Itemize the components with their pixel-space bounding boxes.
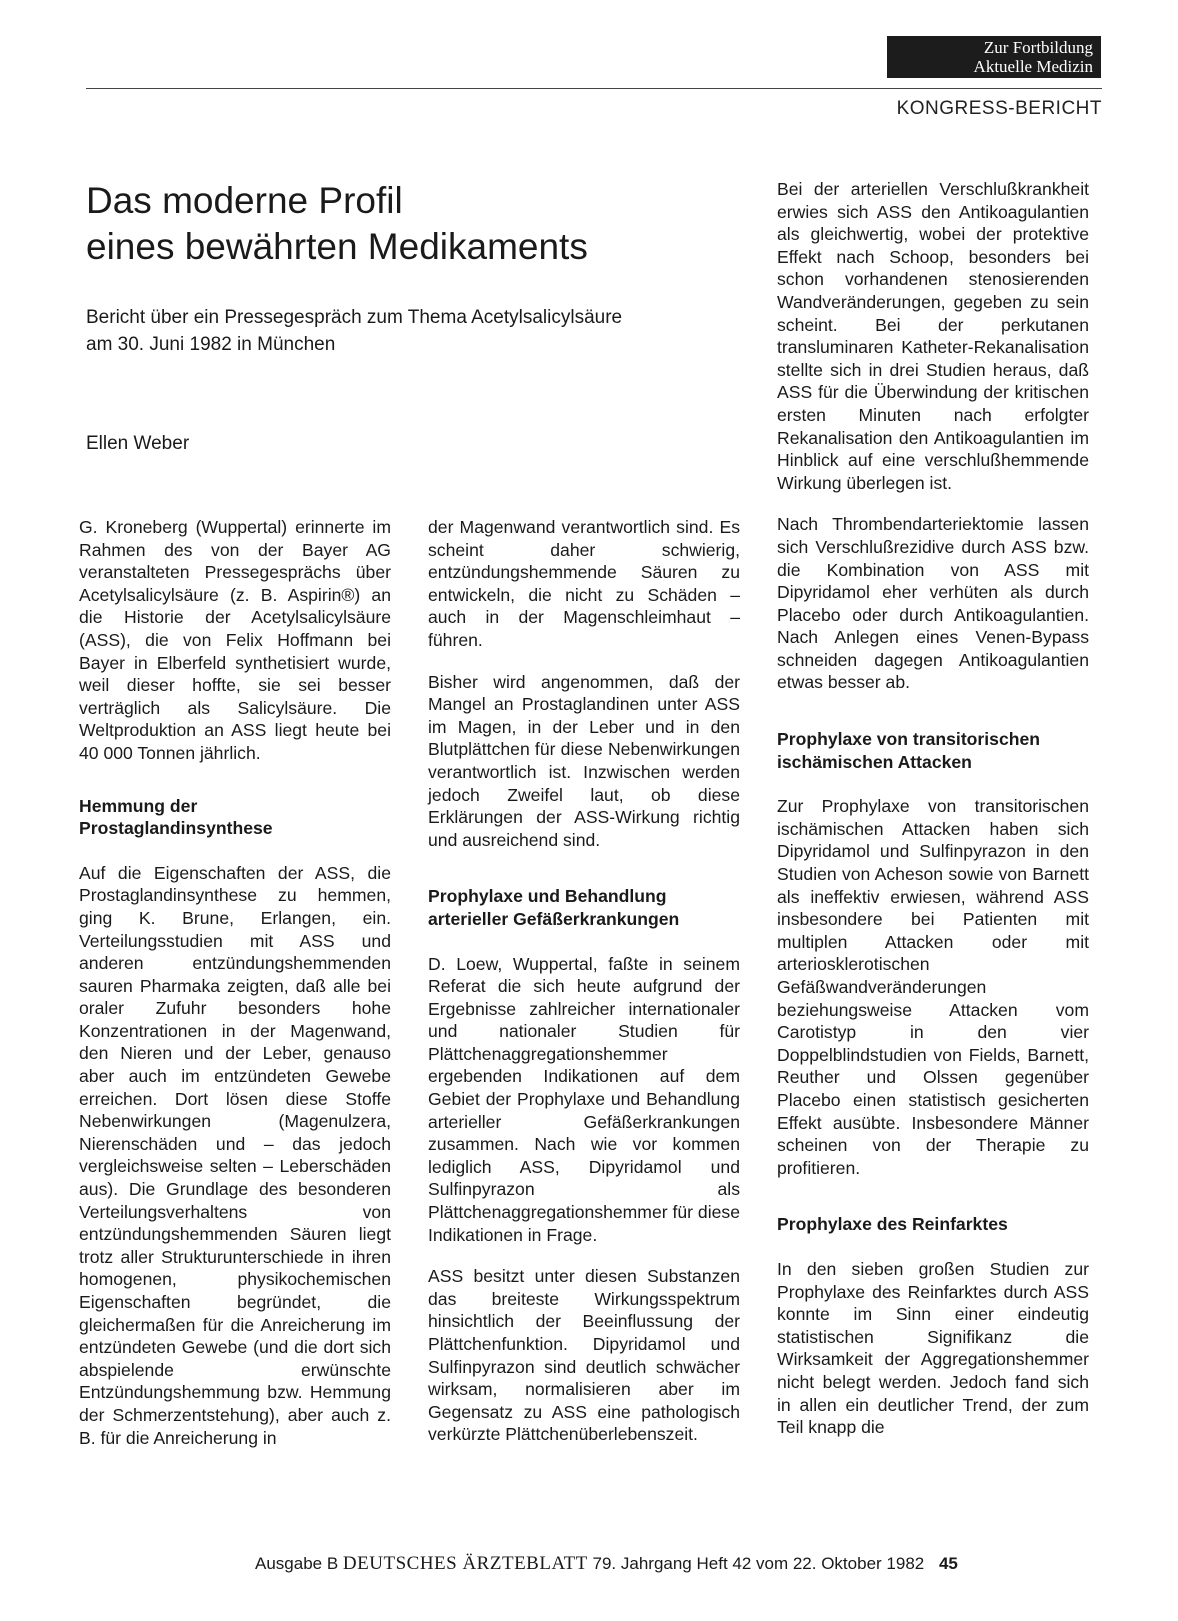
column-right [777, 178, 1089, 1458]
subtitle-line-1: Bericht über ein Pressegespräch zum Thema Acetylsalicylsäure [86, 307, 623, 328]
section-heading: Hemmung der Prostaglandinsynthese [79, 795, 273, 839]
footer-edition: Ausgabe B [255, 1554, 339, 1573]
article-subtitle [86, 304, 746, 358]
title-line-1: Das moderne Profil [86, 180, 403, 221]
section-heading: Prophylaxe von transitorischen ischämischen Attacken [777, 729, 1041, 772]
column-middle [428, 516, 740, 1465]
page-footer [255, 1553, 958, 1575]
paragraph: G. Kroneberg (Wuppertal) erinnerte im Rahmen des von der Bayer AG veranstalteten Pressegesprächs über Acetylsalicylsäure (z. B. Aspirin®) an die Historie der Acetylsalicylsäure (ASS), die von Felix Hoffmann bei Bayer in Elberfeld synthetisiert wurde, weil dieser hoffte, sie sei besser verträglich als Salicylsäure. Die Weltproduktion an ASS liegt heute bei 40 000 Tonnen jährlich. [79, 517, 391, 763]
paragraph: In den sieben großen Studien zur Prophylaxe des Reinfarktes durch ASS konnte im Sinn einer eindeutig statistischen Signifikanz die Wirksamkeit der Aggregationshemmer nicht belegt werden. Jedoch fand sich in allen ein deutlicher Trend, der zum Teil knapp die [777, 1258, 1089, 1438]
author: Ellen Weber [86, 433, 190, 454]
footer-journal: DEUTSCHES ÄRZTEBLATT [342, 1553, 588, 1574]
section-heading: Prophylaxe und Behandlung arterieller Gefäßerkrankungen [428, 886, 680, 929]
paragraph: Auf die Eigenschaften der ASS, die Prostaglandinsynthese zu hemmen, ging K. Brune, Erlangen, ein. Verteilungsstudien mit ASS und anderen entzündungshemmenden sauren Pharmaka zeigten, daß alle bei oraler Zufuhr besonders hohe Konzentrationen in der Magenwand, den Nieren und der Leber, genauso aber auch im entzündeten Gewebe erreichen. Dort lösen diese Stoffe Nebenwirkungen (Magenulzera, Nierenschäden und – das jedoch vergleichsweise selten – Leberschäden aus). Die Grundlage des besonderen Verteilungsverhaltens von entzündungshemmenden Säuren liegt trotz aller Strukturunterschiede in ihren homogenen, physikochemischen Eigenschaften begründet, die gleichermaßen für die Anreicherung im entzündeten Gewebe (und die dort sich abspielende erwünschte Entzündungshemmung bzw. Hemmung der Schmerzentstehung), aber auch z. B. für die Anreicherung in [79, 862, 391, 1448]
paragraph: Nach Thrombendarteriektomie lassen sich Verschlußrezidive durch ASS bzw. die Kombination von ASS mit Dipyridamol eher verhüten als durch Placebo oder durch Antikoagulantien. Nach Anlegen eines Venen-Bypass schneiden dagegen Antikoagulantien etwas besser ab. [777, 514, 1089, 693]
section-heading: Prophylaxe des Reinfarktes [777, 1214, 1008, 1235]
rubric-line-1: Zur Fortbildung [983, 38, 1093, 57]
title-line-2: eines bewährten Medikaments [86, 226, 588, 267]
subtitle-line-2: am 30. Juni 1982 in München [86, 334, 336, 355]
article-title [86, 178, 726, 270]
rubric-badge [887, 36, 1101, 78]
paragraph: Zur Prophylaxe von transitorischen ischämischen Attacken haben sich Dipyridamol und Sulfinpyrazon in den Studien von Acheson sowie von Barnett als ineffektiv erwiesen, während ASS insbesondere bei Patienten mit multiplen Attacken oder mit arteriosklerotischen Gefäßwandveränderungen beziehungsweise Attacken vom Carotistyp in den vier Doppelblindstudien von Fields, Barnett, Reuther und Olssen gegenüber Placebo einen statistisch gesicherten Effekt ausübte. Insbesondere Männer scheinen von der Therapie zu profitieren. [777, 796, 1089, 1178]
section-label: KONGRESS-BERICHT [896, 98, 1102, 119]
paragraph: Bisher wird angenommen, daß der Mangel an Prostaglandinen unter ASS im Magen, in der Leber und in den Blutplättchen für diese Nebenwirkungen verantwortlich ist. Inzwischen werden jedoch Zweifel laut, ob diese Erklärungen der ASS-Wirkung richtig und ausreichend sind. [428, 671, 740, 850]
column-left [79, 516, 391, 1468]
paragraph: der Magenwand verantwortlich sind. Es scheint daher schwierig, entzündungshemmende Säuren zu entwickeln, die nicht zu Schäden – auch in der Magenschleimhaut – führen. [428, 517, 740, 650]
header-rule [86, 88, 1102, 89]
rubric-line-2: Aktuelle Medizin [973, 57, 1093, 76]
paragraph: D. Loew, Wuppertal, faßte in seinem Referat die sich heute aufgrund der Ergebnisse zahlreicher internationaler und nationaler Studien für Plättchenaggregationshemmer ergebenden Indikationen auf dem Gebiet der Prophylaxe und Behandlung arterieller Gefäßerkrankungen zusammen. Nach wie vor kommen lediglich ASS, Dipyridamol und Sulfinpyrazon als Plättchenaggregationshemmer für diese Indikationen in Frage. [428, 953, 740, 1245]
footer-issue: 79. Jahrgang Heft 42 vom 22. Oktober 1982 [592, 1554, 925, 1573]
paragraph: Bei der arteriellen Verschlußkrankheit erwies sich ASS den Antikoagulantien als gleichwertig, wobei der protektive Effekt nach Schoop, besonders bei schon vorhandenen stenosierenden Wandveränderungen, gegeben zu sein scheint. Bei der perkutanen transluminaren Katheter-Rekanalisation stellte sich in drei Studien heraus, daß ASS für die Überwindung der kritischen ersten Minuten nach erfolgter Rekanalisation den Antikoagulantien im Hinblick auf eine verschlußhemmende Wirkung überlegen ist. [777, 179, 1089, 493]
page-number: 45 [938, 1554, 958, 1573]
paragraph: ASS besitzt unter diesen Substanzen das breiteste Wirkungsspektrum hinsichtlich der Beeinflussung der Plättchenfunktion. Dipyridamol und Sulfinpyrazon sind deutlich schwächer wirksam, normalisieren aber im Gegensatz zu ASS eine pathologisch verkürzte Plättchenüberlebenszeit. [428, 1266, 740, 1445]
